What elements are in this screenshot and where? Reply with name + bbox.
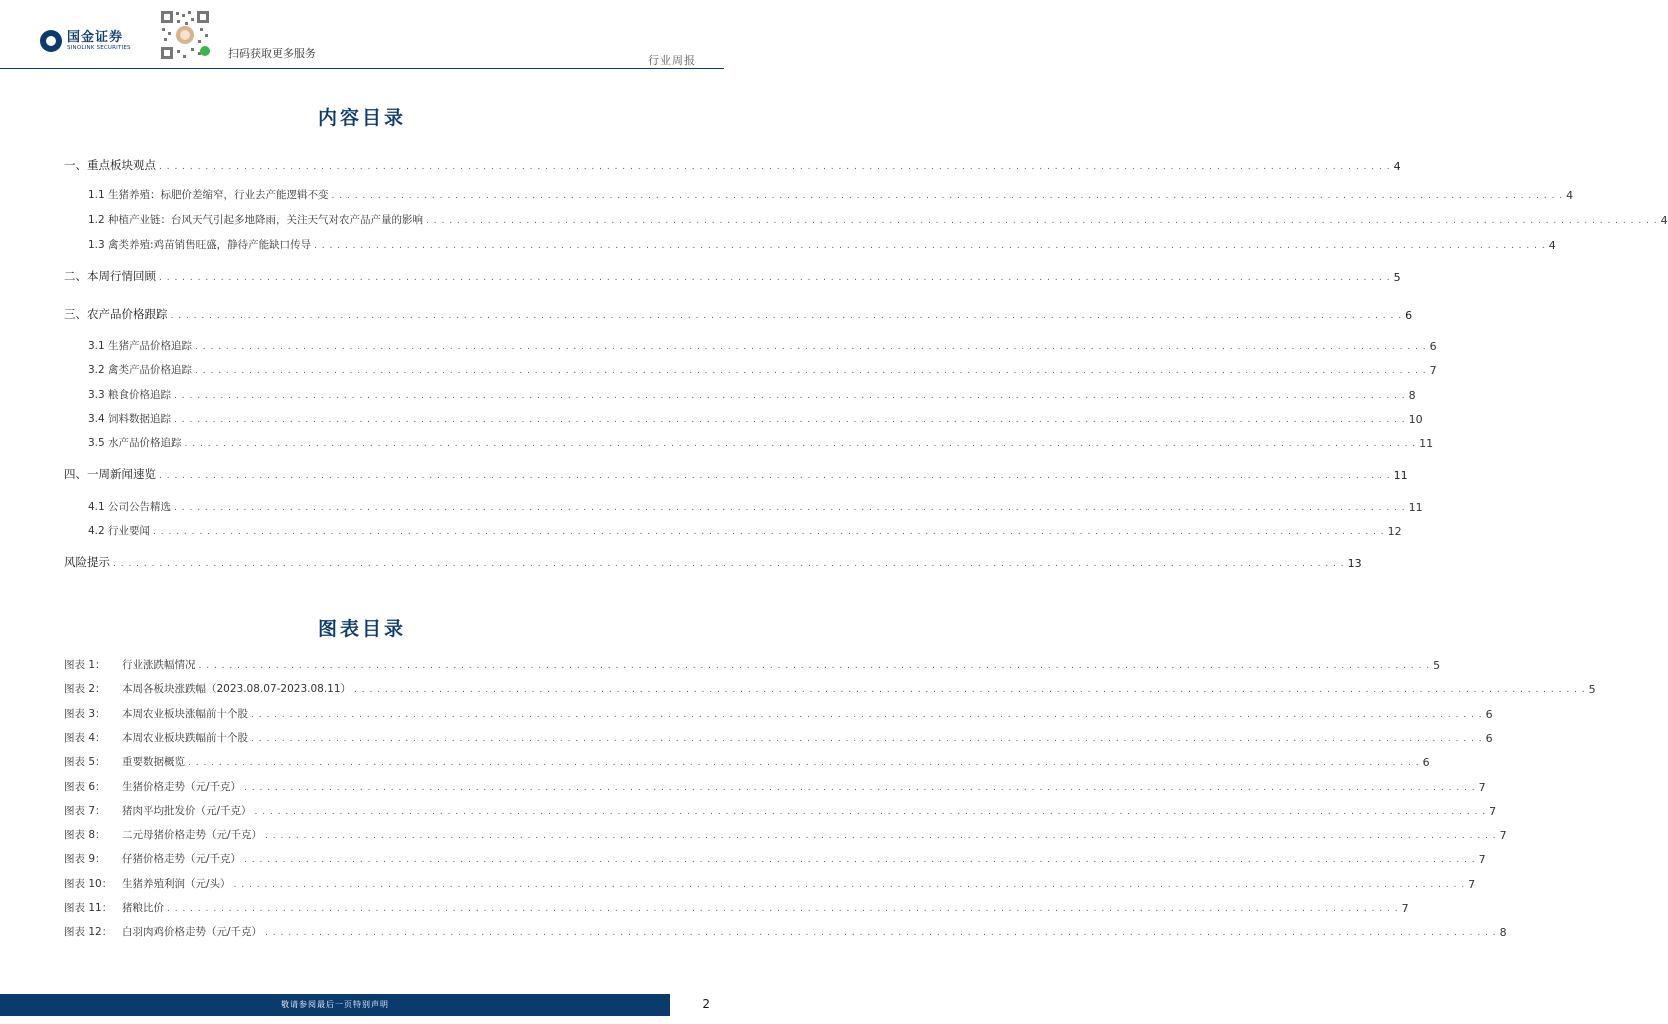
toc-entry-title: 3.3 粮食价格追踪 [88,389,172,401]
toc-entry-title: 4.2 行业要闻 [88,525,151,537]
figure-entry-title: 生猪养殖利润（元/头） [122,877,231,890]
toc-entry-title: 二、本周行情回顾 [64,269,156,283]
figure-entry-page: 7 [1478,780,1486,794]
leader-dots: . . . . . . . . . . . . . . . . . . . . . . . . . . . . . . . . . . . . . . . . . . . . . . . . . . . . . . . . . . . . . . . . . . . . . . . . . . . . . . . . . . . . . . . . . . . . . . . . . . . . . . . . . . . . . . . . . . . . . . . . . . . . . . . . . . . . . . . . . . . . . . . . . . . . . . . . . . . . . . . . [184,439,1417,449]
wechat-badge-icon [200,46,210,56]
page-number: 2 [702,997,710,1011]
figure-entry-page: 5 [1588,683,1596,697]
figure-entry[interactable] [64,656,1441,672]
toc-entry-title: 3.1 生猪产品价格追踪 [88,340,193,352]
leader-dots: . . . . . . . . . . . . . . . . . . . . . . . . . . . . . . . . . . . . . . . . . . . . . . . . . . . . . . . . . . . . . . . . . . . . . . . . . . . . . . . . . . . . . . . . . . . . . . . . . . . . . . . . . . . . . . . . . . . . . . . . . . . . . . . . . . . . . . . . . . . . . . . . . . . . . . . . . . . . . . . . [251,733,1483,744]
toc-entry[interactable] [88,236,1556,252]
leader-dots: . . . . . . . . . . . . . . . . . . . . . . . . . . . . . . . . . . . . . . . . . . . . . . . . . . . . . . . . . . . . . . . . . . . . . . . . . . . . . . . . . . . . . . . . . . . . . . . . . . . . . . . . . . . . . . . . . . . . . . . . . . . . . . . . . . . . . . . . . . . . . . . . . . . . . . . . . . . . . . . . [174,415,1406,425]
leader-dots: . . . . . . . . . . . . . . . . . . . . . . . . . . . . . . . . . . . . . . . . . . . . . . . . . . . . . . . . . . . . . . . . . . . . . . . . . . . . . . . . . . . . . . . . . . . . . . . . . . . . . . . . . . . . . . . . . . . . . . . . . . . . . . . . . . . . . . . . . . . . . . . . . . . . . . . . . . . . . . . . [265,831,1497,842]
toc-entry-title: 一、重点板块观点 [64,158,156,172]
figure-entry-label: 图表 3： [64,707,106,720]
figure-entry[interactable] [64,899,1409,915]
figure-entry[interactable] [64,680,1596,697]
figure-entry[interactable] [64,826,1507,843]
toc-entry-title: 三、农产品价格跟踪 [64,307,168,321]
toc-entry-page: 11 [1408,501,1423,514]
toc-entry[interactable] [88,498,1423,514]
toc-entry-page: 7 [1429,364,1437,377]
toc-entry[interactable] [64,554,1362,570]
toc-entry-page: 5 [1393,271,1401,284]
figure-entry[interactable] [64,875,1476,891]
toc-entry[interactable] [64,466,1408,482]
toc-entry[interactable] [88,386,1416,402]
figure-entry-title: 猪粮比价 [122,902,164,914]
toc-entry-title: 4.1 公司公告精选 [88,501,172,513]
figure-entry-page: 5 [1433,659,1441,672]
leader-dots: . . . . . . . . . . . . . . . . . . . . . . . . . . . . . . . . . . . . . . . . . . . . . . . . . . . . . . . . . . . . . . . . . . . . . . . . . . . . . . . . . . . . . . . . . . . . . . . . . . . . . . . . . . . . . . . . . . . . . . . . . . . . . . . . . . . . . . . . . . . . . . . . . . . . . . . . . . . . . . . . [244,782,1476,793]
toc-entry-page: 13 [1347,557,1362,570]
leader-dots: . . . . . . . . . . . . . . . . . . . . . . . . . . . . . . . . . . . . . . . . . . . . . . . . . . . . . . . . . . . . . . . . . . . . . . . . . . . . . . . . . . . . . . . . . . . . . . . . . . . . . . . . . . . . . . . . . . . . . . . . . . . . . . . . . . . . . . . . . . . . . . . . . . . . . . . . . . . . . . . . [314,241,1546,251]
figure-entry-page: 7 [1401,902,1409,915]
figure-entry-page: 7 [1499,829,1507,843]
report-type: 行业周报 [648,54,696,67]
leader-dots: . . . . . . . . . . . . . . . . . . . . . . . . . . . . . . . . . . . . . . . . . . . . . . . . . . . . . . . . . . . . . . . . . . . . . . . . . . . . . . . . . . . . . . . . . . . . . . . . . . . . . . . . . . . . . . . . . . . . . . . . . . . . . . . . . . . . . . . . . . . . . . . . . . . . . . . . . . . . . . . . [159,162,1391,172]
figure-entry-title: 白羽肉鸡价格走势（元/千克） [122,926,263,939]
figure-entry-label: 图表 11： [64,902,113,914]
toc-entry[interactable] [88,522,1402,538]
figure-entry-title: 本周农业板块涨幅前十个股 [122,707,248,720]
figure-entry[interactable] [64,802,1497,818]
toc-entry-page: 6 [1405,309,1413,322]
figure-entry-label: 图表 5： [64,756,106,769]
toc-entry-title: 3.2 禽类产品价格追踪 [88,364,193,376]
figure-entry-page: 7 [1478,853,1486,867]
leader-dots: . . . . . . . . . . . . . . . . . . . . . . . . . . . . . . . . . . . . . . . . . . . . . . . . . . . . . . . . . . . . . . . . . . . . . . . . . . . . . . . . . . . . . . . . . . . . . . . . . . . . . . . . . . . . . . . . . . . . . . . . . . . . . . . . . . . . . . . . . . . . . . . . . . . . . . . . . . . . . . . . [426,216,1658,226]
footer-disclaimer: 敬请参阅最后一页特别声明 [0,994,670,1016]
leader-dots: . . . . . . . . . . . . . . . . . . . . . . . . . . . . . . . . . . . . . . . . . . . . . . . . . . . . . . . . . . . . . . . . . . . . . . . . . . . . . . . . . . . . . . . . . . . . . . . . . . . . . . . . . . . . . . . . . . . . . . . . . . . . . . . . . . . . . . . . . . . . . . . . . . . . . . . . . . . . . . . . [174,391,1406,401]
figure-entry[interactable] [64,729,1493,745]
toc-entry[interactable] [88,211,1668,227]
figure-entry-page: 6 [1485,731,1493,745]
figure-entry-label: 图表 6： [64,780,106,793]
figure-entry-title: 本周农业板块跌幅前十个股 [122,731,248,744]
figure-entry-label: 图表 9： [64,853,106,866]
brand-logo [40,30,131,52]
toc-entry-page: 4 [1660,214,1668,227]
figure-entry-label: 图表 10： [64,877,113,890]
leader-dots: . . . . . . . . . . . . . . . . . . . . . . . . . . . . . . . . . . . . . . . . . . . . . . . . . . . . . . . . . . . . . . . . . . . . . . . . . . . . . . . . . . . . . . . . . . . . . . . . . . . . . . . . . . . . . . . . . . . . . . . . . . . . . . . . . . . . . . . . . . . . . . . . . . . . . . . . . . . . . . . . [195,342,1427,352]
toc-entry-title: 风险提示 [64,555,110,569]
brand-logo-icon [40,30,62,52]
toc-entry-page: 11 [1393,469,1408,482]
figure-entry[interactable] [64,850,1486,867]
toc-entry[interactable] [88,434,1434,450]
toc-entry-page: 10 [1408,413,1423,426]
leader-dots: . . . . . . . . . . . . . . . . . . . . . . . . . . . . . . . . . . . . . . . . . . . . . . . . . . . . . . . . . . . . . . . . . . . . . . . . . . . . . . . . . . . . . . . . . . . . . . . . . . . . . . . . . . . . . . . . . . . . . . . . . . . . . . . . . . . . . . . . . . . . . . . . . . . . . . . . . . . . . . . . [188,758,1420,769]
figure-entry-title: 仔猪价格走势（元/千克） [122,853,242,866]
toc-entry-title: 3.4 饲料数据追踪 [88,413,172,425]
toc-entry-page: 4 [1393,160,1401,173]
brand-name-en: SINOLINK SECURITIES [67,44,131,51]
figure-entry-title: 行业涨跌幅情况 [122,659,196,671]
scan-prompt: 扫码获取更多服务 [228,47,316,60]
figure-entry[interactable] [64,778,1486,794]
toc-entry-title: 1.1 生猪养殖：标肥价差缩窄，行业去产能逻辑不变 [88,189,329,201]
leader-dots: . . . . . . . . . . . . . . . . . . . . . . . . . . . . . . . . . . . . . . . . . . . . . . . . . . . . . . . . . . . . . . . . . . . . . . . . . . . . . . . . . . . . . . . . . . . . . . . . . . . . . . . . . . . . . . . . . . . . . . . . . . . . . . . . . . . . . . . . . . . . . . . . . . . . . . . . . . . . . . . . [251,709,1483,720]
toc-entry-page: 4 [1548,239,1556,252]
leader-dots: . . . . . . . . . . . . . . . . . . . . . . . . . . . . . . . . . . . . . . . . . . . . . . . . . . . . . . . . . . . . . . . . . . . . . . . . . . . . . . . . . . . . . . . . . . . . . . . . . . . . . . . . . . . . . . . . . . . . . . . . . . . . . . . . . . . . . . . . . . . . . . . . . . . . . . . . . . . . . . . . [170,311,1403,321]
figure-entry[interactable] [64,923,1507,940]
toc-entry[interactable] [64,157,1401,173]
figure-entry[interactable] [64,705,1493,721]
leader-dots: . . . . . . . . . . . . . . . . . . . . . . . . . . . . . . . . . . . . . . . . . . . . . . . . . . . . . . . . . . . . . . . . . . . . . . . . . . . . . . . . . . . . . . . . . . . . . . . . . . . . . . . . . . . . . . . . . . . . . . . . . . . . . . . . . . . . . . . . . . . . . . . . . . . . . . . . . . . . . . . . [198,661,1431,671]
figure-entry-title: 猪肉平均批发价（元/千克） [122,804,252,817]
toc-entry[interactable] [88,361,1437,377]
toc-entry-title: 1.2 种植产业链：台风天气引起多地降雨，关注天气对农产品产量的影响 [88,214,424,226]
leader-dots: . . . . . . . . . . . . . . . . . . . . . . . . . . . . . . . . . . . . . . . . . . . . . . . . . . . . . . . . . . . . . . . . . . . . . . . . . . . . . . . . . . . . . . . . . . . . . . . . . . . . . . . . . . . . . . . . . . . . . . . . . . . . . . . . . . . . . . . . . . . . . . . . . . . . . . . . . . . . . . . . [244,855,1476,866]
figure-entry-page: 6 [1485,707,1493,721]
figure-entry-label: 图表 4： [64,731,106,744]
leader-dots: . . . . . . . . . . . . . . . . . . . . . . . . . . . . . . . . . . . . . . . . . . . . . . . . . . . . . . . . . . . . . . . . . . . . . . . . . . . . . . . . . . . . . . . . . . . . . . . . . . . . . . . . . . . . . . . . . . . . . . . . . . . . . . . . . . . . . . . . . . . . . . . . . . . . . . . . . . . . . . . . [153,527,1385,537]
figure-entry-label: 图表 7： [64,804,106,817]
toc-entry-page: 8 [1408,389,1416,402]
leader-dots: . . . . . . . . . . . . . . . . . . . . . . . . . . . . . . . . . . . . . . . . . . . . . . . . . . . . . . . . . . . . . . . . . . . . . . . . . . . . . . . . . . . . . . . . . . . . . . . . . . . . . . . . . . . . . . . . . . . . . . . . . . . . . . . . . . . . . . . . . . . . . . . . . . . . . . . . . . . . . . . . [354,685,1586,696]
figure-entry[interactable] [64,753,1430,770]
leader-dots: . . . . . . . . . . . . . . . . . . . . . . . . . . . . . . . . . . . . . . . . . . . . . . . . . . . . . . . . . . . . . . . . . . . . . . . . . . . . . . . . . . . . . . . . . . . . . . . . . . . . . . . . . . . . . . . . . . . . . . . . . . . . . . . . . . . . . . . . . . . . . . . . . . . . . . . . . . . . . . . . [331,191,1564,201]
brand-name-cn: 国金证券 [67,29,124,45]
figure-list-title: 图表目录 [317,618,406,640]
toc-entry-page: 6 [1429,340,1437,353]
figure-entry-page: 7 [1468,877,1476,891]
figure-entry-label: 图表 2： [64,683,106,696]
toc-entry[interactable] [88,410,1423,426]
leader-dots: . . . . . . . . . . . . . . . . . . . . . . . . . . . . . . . . . . . . . . . . . . . . . . . . . . . . . . . . . . . . . . . . . . . . . . . . . . . . . . . . . . . . . . . . . . . . . . . . . . . . . . . . . . . . . . . . . . . . . . . . . . . . . . . . . . . . . . . . . . . . . . . . . . . . . . . . . . . . . . . . [113,559,1345,569]
leader-dots: . . . . . . . . . . . . . . . . . . . . . . . . . . . . . . . . . . . . . . . . . . . . . . . . . . . . . . . . . . . . . . . . . . . . . . . . . . . . . . . . . . . . . . . . . . . . . . . . . . . . . . . . . . . . . . . . . . . . . . . . . . . . . . . . . . . . . . . . . . . . . . . . . . . . . . . . . . . . . . . . [265,928,1497,939]
toc-entry-page: 11 [1419,437,1434,450]
page-header [0,0,724,70]
figure-entry-page: 8 [1499,926,1507,940]
toc-entry[interactable] [64,306,1413,322]
toc-entry-page: 12 [1387,525,1402,538]
figure-entry-label: 图表 8： [64,829,106,842]
leader-dots: . . . . . . . . . . . . . . . . . . . . . . . . . . . . . . . . . . . . . . . . . . . . . . . . . . . . . . . . . . . . . . . . . . . . . . . . . . . . . . . . . . . . . . . . . . . . . . . . . . . . . . . . . . . . . . . . . . . . . . . . . . . . . . . . . . . . . . . . . . . . . . . . . . . . . . . . . . . . . . . . [174,503,1406,513]
leader-dots: . . . . . . . . . . . . . . . . . . . . . . . . . . . . . . . . . . . . . . . . . . . . . . . . . . . . . . . . . . . . . . . . . . . . . . . . . . . . . . . . . . . . . . . . . . . . . . . . . . . . . . . . . . . . . . . . . . . . . . . . . . . . . . . . . . . . . . . . . . . . . . . . . . . . . . . . . . . . . . . . [195,366,1427,376]
figure-entry-title: 生猪价格走势（元/千克） [122,780,242,793]
header-divider [0,68,724,69]
figure-entry-title: 本周各板块涨跌幅（2023.08.07-2023.08.11） [122,683,352,696]
toc-entry-title: 1.3 禽类养殖:鸡苗销售旺盛，静待产能缺口传导 [88,239,312,251]
toc-entry-title: 四、一周新闻速览 [64,467,156,481]
toc-title: 内容目录 [317,107,406,129]
toc-entry[interactable] [88,186,1574,202]
page-footer [0,994,724,1024]
figure-entry-label: 图表 1： [64,659,106,671]
leader-dots: . . . . . . . . . . . . . . . . . . . . . . . . . . . . . . . . . . . . . . . . . . . . . . . . . . . . . . . . . . . . . . . . . . . . . . . . . . . . . . . . . . . . . . . . . . . . . . . . . . . . . . . . . . . . . . . . . . . . . . . . . . . . . . . . . . . . . . . . . . . . . . . . . . . . . . . . . . . . . . . . [159,471,1391,481]
leader-dots: . . . . . . . . . . . . . . . . . . . . . . . . . . . . . . . . . . . . . . . . . . . . . . . . . . . . . . . . . . . . . . . . . . . . . . . . . . . . . . . . . . . . . . . . . . . . . . . . . . . . . . . . . . . . . . . . . . . . . . . . . . . . . . . . . . . . . . . . . . . . . . . . . . . . . . . . . . . . . . . . [233,879,1466,890]
leader-dots: . . . . . . . . . . . . . . . . . . . . . . . . . . . . . . . . . . . . . . . . . . . . . . . . . . . . . . . . . . . . . . . . . . . . . . . . . . . . . . . . . . . . . . . . . . . . . . . . . . . . . . . . . . . . . . . . . . . . . . . . . . . . . . . . . . . . . . . . . . . . . . . . . . . . . . . . . . . . . . . . [254,806,1487,817]
figure-entry-page: 6 [1422,756,1430,770]
figure-entry-page: 7 [1489,804,1497,818]
figure-entry-label: 图表 12： [64,926,113,939]
leader-dots: . . . . . . . . . . . . . . . . . . . . . . . . . . . . . . . . . . . . . . . . . . . . . . . . . . . . . . . . . . . . . . . . . . . . . . . . . . . . . . . . . . . . . . . . . . . . . . . . . . . . . . . . . . . . . . . . . . . . . . . . . . . . . . . . . . . . . . . . . . . . . . . . . . . . . . . . . . . . . . . . [167,904,1399,914]
leader-dots: . . . . . . . . . . . . . . . . . . . . . . . . . . . . . . . . . . . . . . . . . . . . . . . . . . . . . . . . . . . . . . . . . . . . . . . . . . . . . . . . . . . . . . . . . . . . . . . . . . . . . . . . . . . . . . . . . . . . . . . . . . . . . . . . . . . . . . . . . . . . . . . . . . . . . . . . . . . . . . . . [159,273,1391,283]
toc-entry[interactable] [64,268,1401,284]
toc-entry[interactable] [88,337,1437,353]
toc-entry-title: 3.5 水产品价格追踪 [88,437,182,449]
figure-entry-title: 重要数据概览 [122,756,185,769]
figure-entry-title: 二元母猪价格走势（元/千克） [122,829,263,842]
toc-entry-page: 4 [1566,189,1574,202]
